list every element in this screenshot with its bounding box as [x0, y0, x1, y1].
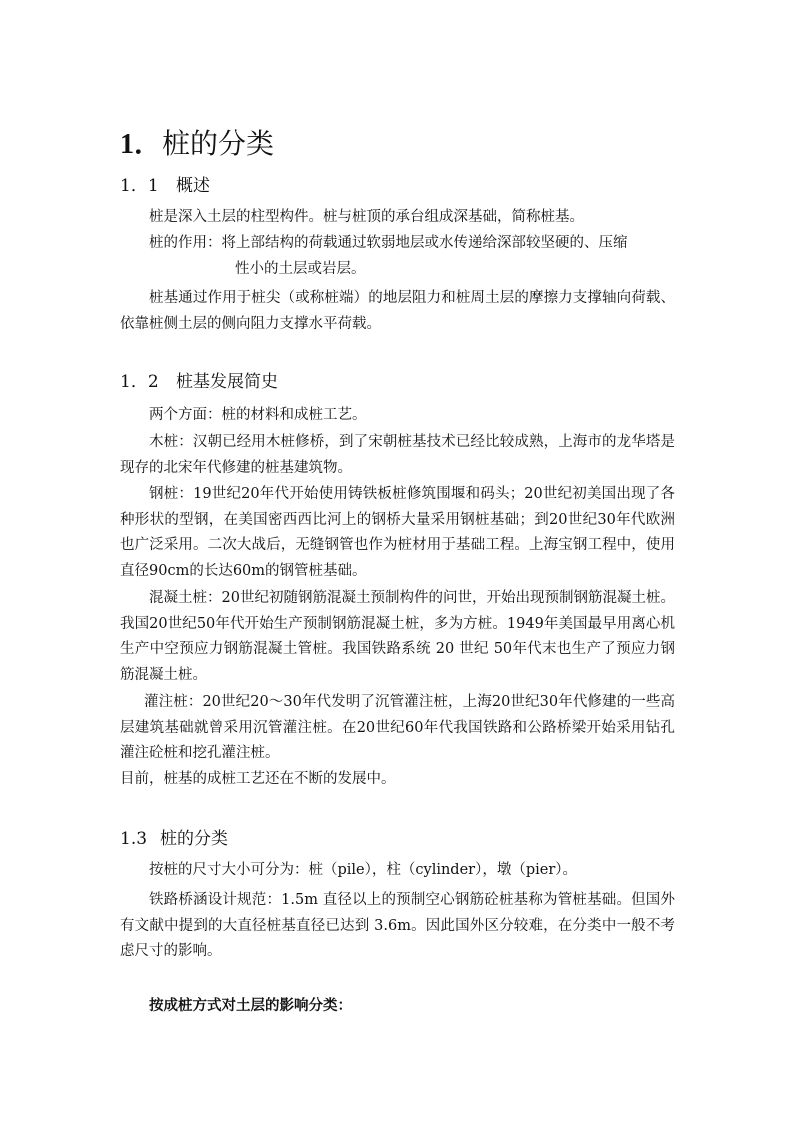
paragraph: 按桩的尺寸大小可分为：桩（pile），柱（cylinder），墩（pier）。	[149, 862, 578, 878]
paragraph: 两个方面：桩的材料和成桩工艺。	[149, 407, 367, 423]
section-heading-1-1	[120, 174, 210, 198]
paragraph: 钢桩：19世纪20年代开始使用铸铁板桩修筑围堰和码头；20世纪初美国出现了各种形状的型钢，在美国密西西比河上的钢桥大量采用钢桩基础；到20世纪30年代欧洲也广泛采用。二次大战后，无缝钢管也作为桩材用于基础工程。上海宝钢工程中，使用直径90cm的长达60m的钢管桩基础。	[120, 486, 675, 579]
paragraph-line: 性小的土层或岩层。	[235, 260, 366, 277]
paragraph: 灌注桩：20世纪20～30年代发明了沉管灌注桩，上海20世纪30年代修建的一些高层建筑基础就曾采用沉管灌注桩。在20世纪60年代我国铁路和公路桥梁开始采用钻孔灌注砼桩和挖孔灌注桩。	[120, 694, 675, 761]
paragraph: 混凝土桩：20世纪初随钢筋混凝土预制构件的问世，开始出现预制钢筋混凝土桩。我国20世纪50年代开始生产预制钢筋混凝土桩，多为方桩。1949年美国最早用离心机生产中空预应力钢筋混凝土管桩。我国铁路系统 20 世纪 50年代末也生产了预应力钢筋混凝土桩。	[120, 590, 675, 683]
section-heading-text: 桩的分类	[160, 829, 228, 849]
chapter-number: 1．	[120, 129, 163, 160]
chapter-title	[120, 126, 274, 163]
section-heading-text: 概述	[176, 176, 210, 196]
section-heading-1-3	[120, 827, 228, 851]
paragraph: 目前，桩基的成桩工艺还在不断的发展中。	[120, 771, 396, 787]
paragraph: 铁路桥涵设计规范：1.5m 直径以上的预制空心钢筋砼桩基称为管桩基础。但国外有文献中提到的大直径桩基直径已达到 3.6m。因此国外区分较难，在分类中一般不考虑尺寸的影响。	[120, 892, 675, 959]
chapter-title-text: 桩的分类	[162, 127, 275, 160]
paragraph-line: 桩的作用：将上部结构的荷载通过软弱地层或水传递给深部较坚硬的、压缩	[149, 235, 628, 251]
section-number: 1．1	[120, 176, 159, 196]
paragraph: 桩是深入土层的柱型构件。桩与桩顶的承台组成深基础，简称桩基。	[149, 209, 584, 225]
section-number: 1.3	[120, 829, 148, 849]
section-number: 1．2	[120, 372, 159, 392]
paragraph-hanging	[120, 231, 675, 282]
paragraph: 木桩：汉朝已经用木桩修桥，到了宋朝桩基技术已经比较成熟，上海市的龙华塔是现存的北宋年代修建的桩基建筑物。	[120, 434, 675, 476]
paragraph-bold: 按成桩方式对土层的影响分类：	[149, 997, 352, 1014]
section-heading-1-2	[120, 370, 278, 394]
section-heading-text: 桩基发展简史	[176, 372, 278, 392]
document-page	[120, 0, 675, 1123]
paragraph: 桩基通过作用于桩尖（或称桩端）的地层阻力和桩周土层的摩擦力支撑轴向荷载、依靠桩侧土层的侧向阻力支撑水平荷载。	[120, 290, 675, 332]
